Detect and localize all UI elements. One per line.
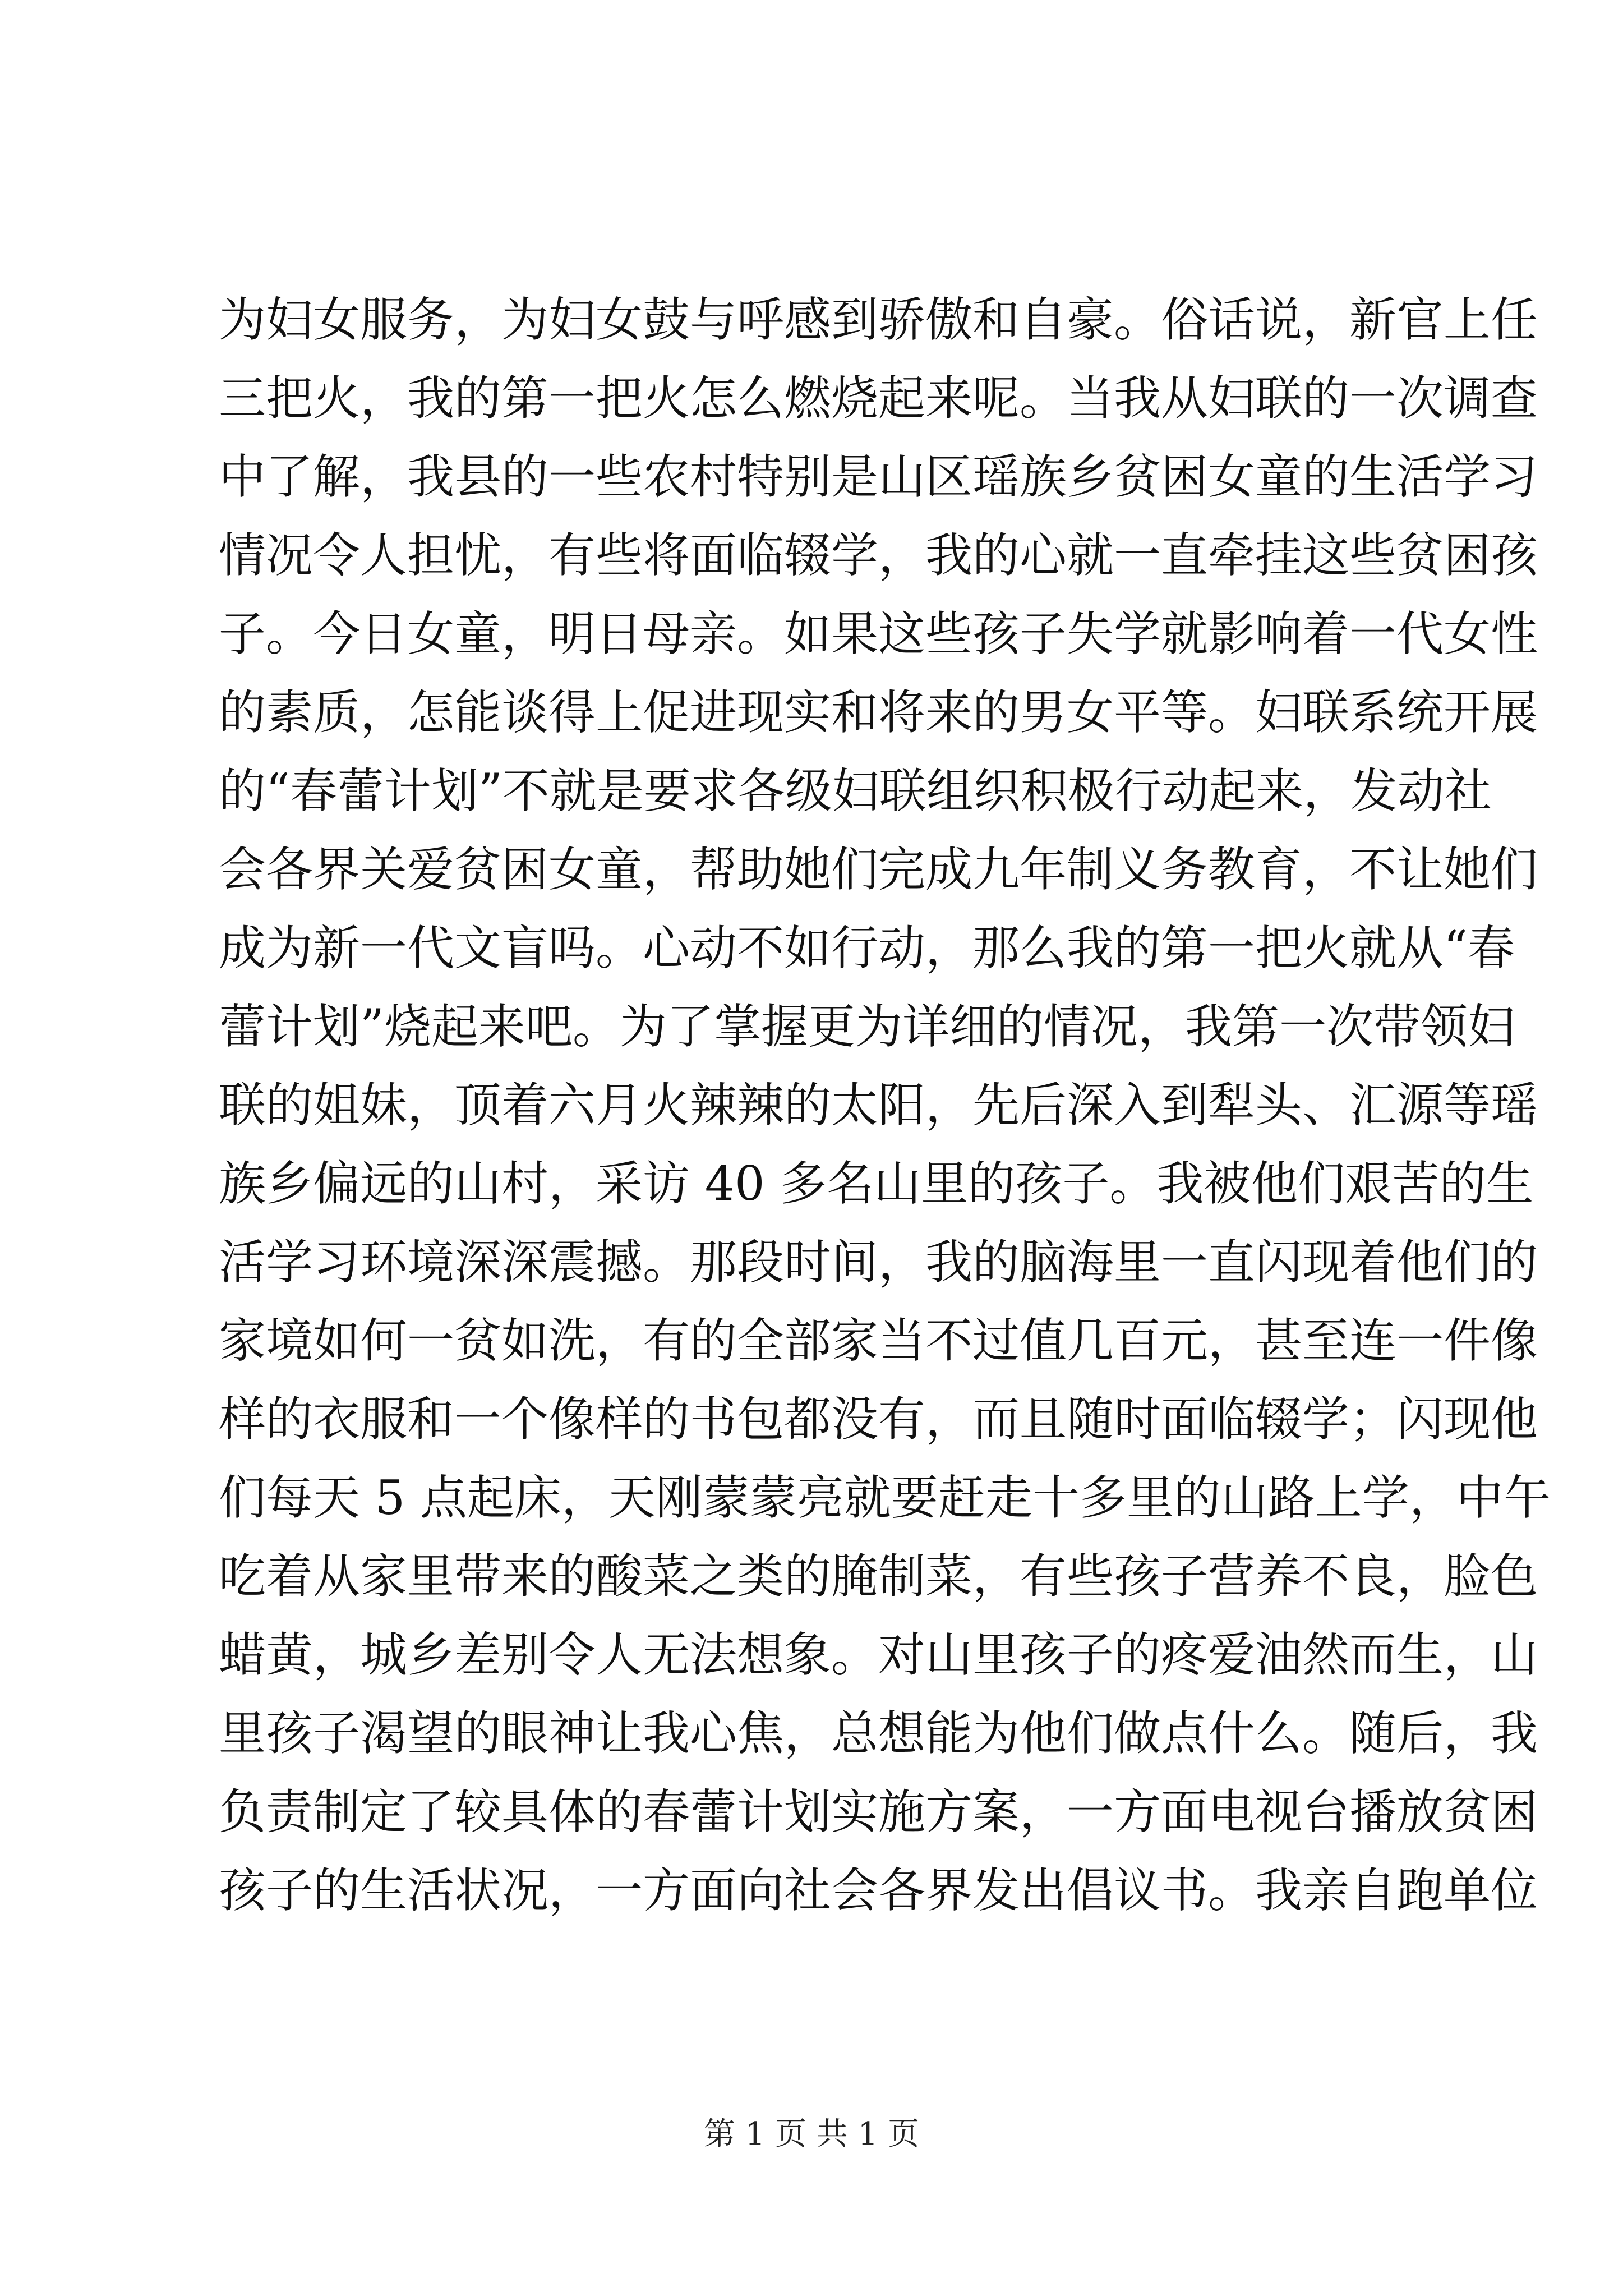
text-line: 蜡黄，城乡差别令人无法想象。对山里孩子的疼爱油然而生，山 bbox=[219, 1627, 1538, 1682]
text-line: 会各界关爱贫困女童，帮助她们完成九年制义务教育，不让她们 bbox=[219, 842, 1538, 897]
text-line: 族乡偏远的山村，采访 40 多名山里的孩子。我被他们艰苦的生 bbox=[219, 1156, 1534, 1211]
text-line: 家境如何一贫如洗，有的全部家当不过值几百元，甚至连一件像 bbox=[219, 1313, 1538, 1368]
text-line: 们每天 5 点起床，天刚蒙蒙亮就要赶走十多里的山路上学，中午 bbox=[219, 1470, 1551, 1525]
text-line: 的“春蕾计划”不就是要求各级妇联组织积极行动起来，发动社 bbox=[219, 763, 1492, 818]
text-line: 蕾计划”烧起来吧。为了掌握更为详细的情况，我第一次带领妇 bbox=[219, 999, 1515, 1054]
text-line: 孩子的生活状况，一方面向社会各界发出倡议书。我亲自跑单位 bbox=[219, 1863, 1538, 1918]
text-line: 为妇女服务，为妇女鼓与呼感到骄傲和自豪。俗话说，新官上任 bbox=[219, 292, 1538, 347]
text-line: 中了解，我县的一些农村特别是山区瑶族乡贫困女童的生活学习 bbox=[219, 449, 1538, 504]
text-line: 的素质，怎能谈得上促进现实和将来的男女平等。妇联系统开展 bbox=[219, 685, 1538, 740]
page-footer: 第 1 页 共 1 页 bbox=[703, 2116, 920, 2152]
text-line: 联的姐妹，顶着六月火辣辣的太阳，先后深入到犁头、汇源等瑶 bbox=[219, 1078, 1538, 1133]
text-line: 情况令人担忧，有些将面临辍学，我的心就一直牵挂这些贫困孩 bbox=[219, 528, 1538, 583]
text-line: 样的衣服和一个像样的书包都没有，而且随时面临辍学；闪现他 bbox=[219, 1392, 1538, 1447]
text-line: 三把火，我的第一把火怎么燃烧起来呢。当我从妇联的一次调查 bbox=[219, 371, 1538, 426]
text-line: 负责制定了较具体的春蕾计划实施方案，一方面电视台播放贫困 bbox=[219, 1784, 1538, 1839]
text-line: 成为新一代文盲吗。心动不如行动，那么我的第一把火就从“春 bbox=[219, 921, 1515, 976]
text-line: 子。今日女童，明日母亲。如果这些孩子失学就影响着一代女性 bbox=[219, 606, 1538, 661]
text-line: 吃着从家里带来的酸菜之类的腌制菜，有些孩子营养不良，脸色 bbox=[219, 1549, 1538, 1604]
body-text bbox=[219, 280, 1551, 1930]
text-line: 活学习环境深深震撼。那段时间，我的脑海里一直闪现着他们的 bbox=[219, 1235, 1538, 1290]
text-line: 里孩子渴望的眼神让我心焦，总想能为他们做点什么。随后，我 bbox=[219, 1706, 1538, 1761]
